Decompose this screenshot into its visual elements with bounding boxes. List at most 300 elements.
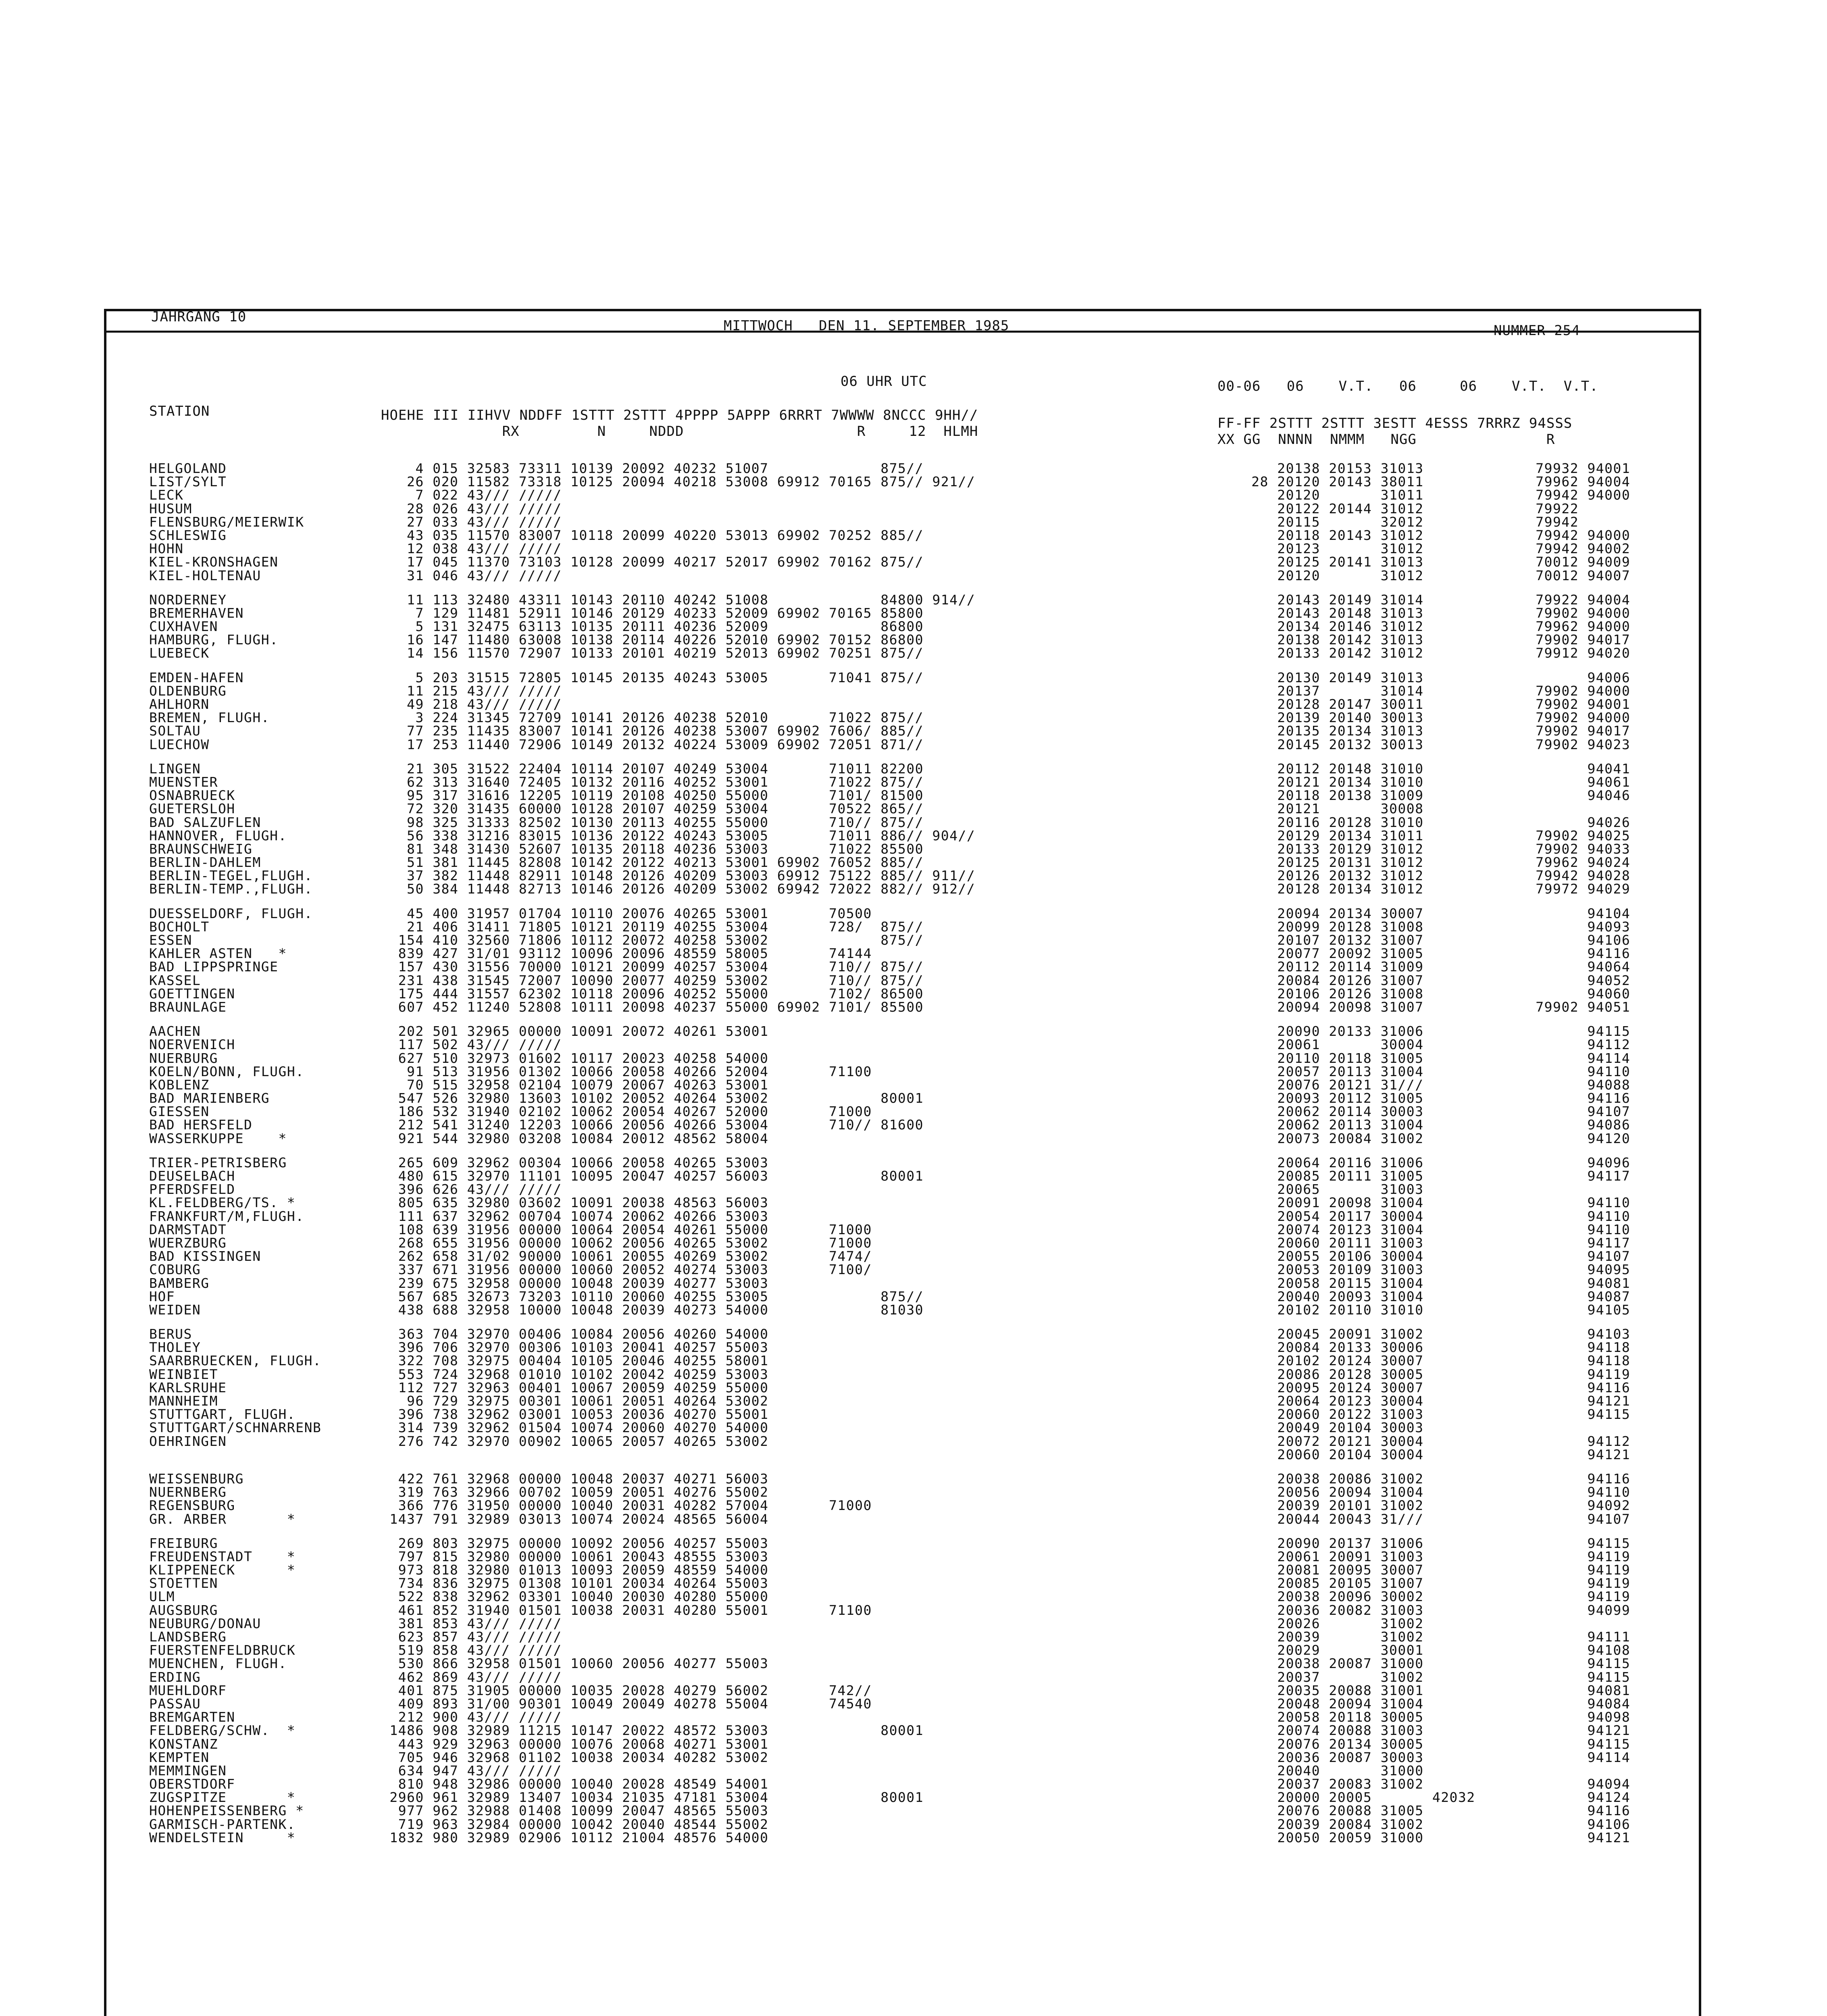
group-spacer (1226, 1145, 1701, 1156)
right-data-row: 20090 20133 31006 94115 (1226, 1023, 1631, 1039)
station-name: KEMPTEN (149, 1749, 210, 1765)
right-data-row: 20139 20140 30013 79902 94000 (1226, 710, 1631, 726)
right-data-row: 20040 31000 (1226, 1762, 1424, 1779)
main-data-row: 567 685 32673 73203 10110 20060 40255 53005 875// (381, 1288, 924, 1304)
station-name: MANNHEIM (149, 1393, 218, 1409)
main-data-row: 396 738 32962 03001 10053 20036 40270 55001 (381, 1406, 769, 1422)
main-data-row: 734 836 32975 01308 10101 20034 40264 55003 (381, 1575, 769, 1591)
station-column-header: STATION (149, 403, 210, 419)
station-name: STUTTGART/SCHNARRENB (149, 1420, 322, 1436)
right-data-row: 20039 20084 31002 94106 (1226, 1816, 1631, 1832)
group-spacer (381, 1526, 1199, 1537)
right-data-row: 20107 20132 31007 94106 (1226, 932, 1631, 948)
station-name: FELDBERG/SCHW. * (149, 1722, 296, 1739)
station-name: BREMERHAVEN (149, 605, 244, 621)
main-data-row: 2960 961 32989 13407 10034 21035 47181 53004 80001 (381, 1789, 924, 1806)
group-spacer (381, 1316, 1199, 1327)
right-data-row: 20077 20092 31005 94116 (1226, 946, 1631, 962)
group-spacer (149, 1014, 379, 1025)
main-data-row: 26 020 11582 73318 10125 20094 40218 53008 69912 70165 875// 921// (381, 474, 976, 490)
time-label: 06 UHR UTC (841, 373, 927, 389)
main-data-row: 212 541 31240 12203 10066 20056 40266 53004 710// 81600 (381, 1117, 924, 1133)
right-data-row: 20064 20123 30004 94121 (1226, 1393, 1631, 1409)
station-name: EMDEN-HAFEN (149, 669, 244, 685)
main-data-row: 98 325 31333 82502 10130 20113 40255 55000 710// 875// (381, 814, 924, 830)
station-name: OBERSTDORF (149, 1776, 235, 1792)
date-label: MITTWOCH DEN 11. SEPTEMBER 1985 (724, 318, 1009, 334)
station-name (149, 1448, 379, 1461)
right-data-row: 20057 20113 31004 94110 (1226, 1063, 1631, 1079)
station-name: KL.FELDBERG/TS. * (149, 1195, 296, 1211)
station-name: OLDENBURG (149, 683, 227, 699)
main-data-row: 154 410 32560 71806 10112 20072 40258 53002 875// (381, 932, 924, 948)
right-data-row: 20058 20115 31004 94081 (1226, 1275, 1631, 1291)
station-name: DARMSTADT (149, 1221, 227, 1237)
main-data-row: 797 815 32980 00000 10061 20043 48555 53003 (381, 1548, 769, 1564)
station-name: MUENSTER (149, 774, 218, 790)
main-data-row: 547 526 32980 13603 10102 20052 40264 53002 80001 (381, 1090, 924, 1106)
station-name: SOLTAU (149, 723, 201, 739)
main-data-row: 363 704 32970 00406 10084 20056 40260 54000 (381, 1326, 769, 1342)
right-data-row: 20036 20087 30003 94114 (1226, 1749, 1631, 1765)
main-data-row: 51 381 11445 82808 10142 20122 40213 53001 69902 76052 885// (381, 854, 924, 871)
main-data-row: 111 637 32962 00704 10074 20062 40266 53003 (381, 1208, 769, 1224)
station-name: BAD LIPPSPRINGE (149, 959, 279, 975)
right-data-row: 20060 20104 30004 94121 (1226, 1446, 1631, 1462)
station-name: BAD HERSFELD (149, 1117, 253, 1133)
right-data-row: 20049 20104 30003 (1226, 1420, 1424, 1436)
jahrgang-label: JAHRGANG 10 (151, 309, 247, 325)
main-data-row: 7 022 43/// ///// (381, 487, 562, 503)
station-name: PASSAU (149, 1695, 201, 1712)
right-data-row: 20055 20106 30004 94107 (1226, 1248, 1631, 1264)
main-data-row: 31 046 43/// ///// (381, 567, 562, 583)
station-name: HOHENPEISSENBERG * (149, 1803, 304, 1819)
right-data-row: 20060 20122 31003 94115 (1226, 1406, 1631, 1422)
main-data-row: 17 253 11440 72906 10149 20132 40224 53009 69902 72051 871// (381, 736, 924, 752)
station-name: ERDING (149, 1669, 201, 1685)
main-data-row: 95 317 31616 12205 10119 20108 40250 55000 7101/ 81500 (381, 787, 924, 804)
right-data-row: 20102 20110 31010 94105 (1226, 1302, 1631, 1318)
main-data-row: 262 658 31/02 90000 10061 20055 40269 53002 7474/ (381, 1248, 872, 1264)
station-name: FREUDENSTADT * (149, 1548, 296, 1564)
main-data-row: 91 513 31956 01302 10066 20058 40266 52004 71100 (381, 1063, 872, 1079)
main-data-row: 212 900 43/// ///// (381, 1709, 562, 1725)
right-data-row: 20053 20109 31003 94095 (1226, 1262, 1631, 1278)
station-name: ULM (149, 1589, 175, 1605)
main-data-row: 11 215 43/// ///// (381, 683, 562, 699)
station-name: BERUS (149, 1326, 192, 1342)
right-data-row: 20125 20141 31013 70012 94009 (1226, 554, 1631, 570)
station-name: BOCHOLT (149, 918, 210, 935)
station-name: NUERBURG (149, 1050, 218, 1066)
main-data-row: 623 857 43/// ///// (381, 1629, 562, 1645)
right-data-row: 20090 20137 31006 94115 (1226, 1535, 1631, 1551)
main-data-row: 186 532 31940 02102 10062 20054 40267 52000 71000 (381, 1104, 872, 1120)
right-data-row: 20128 20134 31012 79972 94029 (1226, 881, 1631, 897)
station-name: NORDERNEY (149, 591, 227, 608)
station-name: GUETERSLOH (149, 801, 235, 817)
main-data-row: 921 544 32980 03208 10084 20012 48562 58004 (381, 1130, 769, 1146)
right-data-row: 20116 20128 31010 94026 (1226, 814, 1631, 830)
right-data-row: 20085 20111 31005 94117 (1226, 1168, 1631, 1184)
main-data-row: 438 688 32958 10000 10048 20039 40273 54000 81030 (381, 1302, 924, 1318)
station-name: LANDSBERG (149, 1629, 227, 1645)
right-data-row: 20081 20095 30007 94119 (1226, 1562, 1631, 1578)
station-name: HOHN (149, 541, 184, 557)
station-name: ZUGSPITZE * (149, 1789, 296, 1806)
main-data-row: 5 203 31515 72805 10145 20135 40243 53005 71041 875// (381, 669, 924, 685)
station-name: WUERZBURG (149, 1235, 227, 1251)
group-spacer (381, 751, 1199, 762)
right-data-row: 20118 20138 31009 94046 (1226, 787, 1631, 804)
main-data-row: 366 776 31950 00000 10040 20031 40282 57004 71000 (381, 1497, 872, 1514)
main-data-row: 810 948 32986 00000 10040 20028 48549 54001 (381, 1776, 769, 1792)
right-data-row: 20037 20083 31002 94094 (1226, 1776, 1631, 1792)
station-name: REGENSBURG (149, 1497, 235, 1514)
right-data-row: 20076 20134 30005 94115 (1226, 1736, 1631, 1752)
right-data-row: 20044 20043 31/// 94107 (1226, 1511, 1631, 1527)
group-spacer (149, 896, 379, 907)
main-data-row: 231 438 31545 72007 10090 20077 40259 53002 710// 875// (381, 972, 924, 988)
group-spacer (149, 1526, 379, 1537)
main-data-row: 461 852 31940 01501 10038 20031 40280 55001 71100 (381, 1602, 872, 1618)
right-data-table (1226, 462, 1701, 1844)
right-data-row: 20026 31002 (1226, 1615, 1424, 1631)
station-name: SAARBRUECKEN, FLUGH. (149, 1353, 322, 1369)
right-data-row: 20048 20094 31004 94084 (1226, 1695, 1631, 1712)
main-data-row: 108 639 31956 00000 10064 20054 40261 55000 71000 (381, 1221, 872, 1237)
main-data-row: 4 015 32583 73311 10139 20092 40232 51007 875// (381, 460, 924, 476)
station-name: GARMISCH-PARTENK. (149, 1816, 296, 1832)
main-data-row: 634 947 43/// ///// (381, 1762, 562, 1779)
station-name: ESSEN (149, 932, 192, 948)
right-data-row: 20076 20121 31/// 94088 (1226, 1077, 1631, 1093)
station-name: FREIBURG (149, 1535, 218, 1551)
station-name: WEINBIET (149, 1366, 218, 1382)
right-data-row: 20058 20118 30005 94098 (1226, 1709, 1631, 1725)
station-name: CUXHAVEN (149, 619, 218, 635)
group-spacer (381, 660, 1199, 671)
station-list (149, 462, 379, 1844)
main-data-row: 530 866 32958 01501 10060 20056 40277 55003 (381, 1656, 769, 1672)
main-data-row: 14 156 11570 72907 10133 20101 40219 52013 69902 70251 875// (381, 645, 924, 661)
right-data-row: 20095 20124 30007 94116 (1226, 1379, 1631, 1395)
right-data-row: 20062 20113 31004 94086 (1226, 1117, 1631, 1133)
group-spacer (149, 660, 379, 671)
group-spacer (1226, 1014, 1701, 1025)
right-data-row: 20065 31003 (1226, 1181, 1424, 1198)
right-data-row: 20084 20126 31007 94052 (1226, 972, 1631, 988)
station-name: KIEL-KRONSHAGEN (149, 554, 279, 570)
main-data-row: 202 501 32965 00000 10091 20072 40261 53001 (381, 1023, 769, 1039)
main-data-row: 607 452 11240 52808 10111 20098 40237 55000 69902 7101/ 85500 (381, 999, 924, 1015)
right-data-row: 20106 20126 31008 94060 (1226, 985, 1631, 1002)
station-name: WEISSENBURG (149, 1470, 244, 1487)
station-name: BAD MARIENBERG (149, 1090, 270, 1106)
right-group-header: 00-06 06 V.T. 06 06 V.T. V.T. (1217, 378, 1598, 394)
main-data-row: 77 235 11435 83007 10141 20126 40238 53007 69902 7606/ 885// (381, 723, 924, 739)
right-column-header: FF-FF 2STTT 2STTT 3ESTT 4ESSS 7RRRZ 94SSS (1217, 415, 1573, 431)
right-data-row: 20039 31002 94111 (1226, 1629, 1631, 1645)
main-data-row: 7 129 11481 52911 10146 20129 40233 52009 69902 70165 85800 (381, 605, 924, 621)
right-data-row: 20120 31012 70012 94007 (1226, 567, 1631, 583)
right-data-row: 20130 20149 31013 94006 (1226, 669, 1631, 685)
main-column-subheader: RX N NDDD R 12 HLMH (381, 423, 978, 439)
station-name: BERLIN-TEGEL,FLUGH. (149, 868, 313, 884)
right-data-row: 20073 20084 31002 94120 (1226, 1130, 1631, 1146)
right-data-row: 20040 20093 31004 94087 (1226, 1288, 1631, 1304)
main-data-row: 72 320 31435 60000 10128 20107 40259 53004 70522 865// (381, 801, 924, 817)
right-data-row: 20143 20148 31013 79902 94000 (1226, 605, 1631, 621)
right-data-row: 20094 20098 31007 79902 94051 (1226, 999, 1631, 1015)
right-data-row: 20138 20142 31013 79902 94017 (1226, 632, 1631, 648)
station-name: LUECHOW (149, 736, 210, 752)
right-data-row: 20064 20116 31006 94096 (1226, 1154, 1631, 1170)
group-spacer (149, 1145, 379, 1156)
group-spacer (1226, 1461, 1701, 1472)
station-name: KIEL-HOLTENAU (149, 567, 261, 583)
station-name: PFERDSFELD (149, 1181, 235, 1198)
main-data-row: 265 609 32962 00304 10066 20058 40265 53003 (381, 1154, 769, 1170)
group-spacer (1226, 1316, 1701, 1327)
main-data-table (381, 462, 1199, 1844)
main-data-row: 27 033 43/// ///// (381, 514, 562, 530)
main-data-row: 462 869 43/// ///// (381, 1669, 562, 1685)
station-name: FRANKFURT/M,FLUGH. (149, 1208, 304, 1224)
main-data-row: 62 313 31640 72405 10132 20116 40252 53001 71022 875// (381, 774, 924, 790)
station-name: WEIDEN (149, 1302, 201, 1318)
main-data-row: 28 026 43/// ///// (381, 500, 562, 516)
group-spacer (1226, 660, 1701, 671)
station-name: KOBLENZ (149, 1077, 210, 1093)
station-name: HOF (149, 1288, 175, 1304)
right-data-row: 20035 20088 31001 94081 (1226, 1682, 1631, 1698)
main-data-row: 56 338 31216 83015 10136 20122 40243 53005 71011 886// 904// (381, 827, 976, 843)
right-data-row: 20112 20114 31009 94064 (1226, 959, 1631, 975)
main-data-row: 81 348 31430 52607 10135 20118 40236 53003 71022 85500 (381, 841, 924, 857)
group-spacer (149, 1316, 379, 1327)
right-data-row: 20050 20059 31000 94121 (1226, 1829, 1631, 1845)
station-name: BRAUNLAGE (149, 999, 227, 1015)
station-name: NUERNBERG (149, 1484, 227, 1500)
station-name: TRIER-PETRISBERG (149, 1154, 287, 1170)
right-data-row: 20121 30008 (1226, 801, 1424, 817)
right-data-row: 20133 20142 31012 79912 94020 (1226, 645, 1631, 661)
main-data-row: 973 818 32980 01013 10093 20059 48559 54000 (381, 1562, 769, 1578)
station-name: KARLSRUHE (149, 1379, 227, 1395)
main-data-row: 268 655 31956 00000 10062 20056 40265 53002 71000 (381, 1235, 872, 1251)
station-name: DEUSELBACH (149, 1168, 235, 1184)
main-data-row: 70 515 32958 02104 10079 20067 40263 53001 (381, 1077, 769, 1093)
main-data-row: 381 853 43/// ///// (381, 1615, 562, 1631)
right-data-row: 20123 31012 79942 94002 (1226, 541, 1631, 557)
main-data-row: 49 218 43/// ///// (381, 696, 562, 712)
station-name: KONSTANZ (149, 1736, 218, 1752)
main-data-row: 839 427 31/01 93112 10096 20096 48559 58005 74144 (381, 946, 872, 962)
main-data-row: 1832 980 32989 02906 10112 21004 48576 54000 (381, 1829, 769, 1845)
main-data-row: 3 224 31345 72709 10141 20126 40238 52010 71022 875// (381, 710, 924, 726)
right-data-row: 20036 20082 31003 94099 (1226, 1602, 1631, 1618)
station-name: STUTTGART, FLUGH. (149, 1406, 296, 1422)
right-data-row: 20072 20121 30004 94112 (1226, 1433, 1631, 1449)
group-spacer (381, 1014, 1199, 1025)
right-data-row: 20000 20005 42032 94124 (1226, 1789, 1631, 1806)
right-column-subheader: XX GG NNNN NMMM NGG R (1217, 431, 1555, 448)
group-spacer (1226, 1526, 1701, 1537)
main-data-row: 314 739 32962 01504 10074 20060 40270 54000 (381, 1420, 769, 1436)
group-spacer (1226, 751, 1701, 762)
station-name: NOERVENICH (149, 1037, 235, 1053)
group-spacer (381, 582, 1199, 593)
station-name: OSNABRUECK (149, 787, 235, 804)
station-name: LIST/SYLT (149, 474, 227, 490)
right-data-row: 20133 20129 31012 79902 94033 (1226, 841, 1631, 857)
main-data-row: 112 727 32963 00401 10067 20059 40259 55000 (381, 1379, 769, 1395)
main-data-row: 522 838 32962 03301 10040 20030 40280 55000 (381, 1589, 769, 1605)
station-name: HAMBURG, FLUGH. (149, 632, 279, 648)
group-spacer (149, 751, 379, 762)
station-name: THOLEY (149, 1339, 201, 1356)
right-data-row: 20074 20088 31003 94121 (1226, 1722, 1631, 1739)
right-data-row: 20074 20123 31004 94110 (1226, 1221, 1631, 1237)
station-name: LINGEN (149, 760, 201, 777)
station-name: FLENSBURG/MEIERWIK (149, 514, 304, 530)
station-name: OEHRINGEN (149, 1433, 227, 1449)
main-data-row: 443 929 32963 00000 10076 20068 40271 53001 (381, 1736, 769, 1752)
main-data-row: 276 742 32970 00902 10065 20057 40265 53002 (381, 1433, 769, 1449)
main-data-row: 396 626 43/// ///// (381, 1181, 562, 1198)
right-data-row: 20121 20134 31010 94061 (1226, 774, 1631, 790)
right-data-row: 20084 20133 30006 94118 (1226, 1339, 1631, 1356)
main-data-row: 269 803 32975 00000 10092 20056 40257 55003 (381, 1535, 769, 1551)
right-data-row: 20061 30004 94112 (1226, 1037, 1631, 1053)
main-data-row: 96 729 32975 00301 10061 20051 40264 53002 (381, 1393, 769, 1409)
main-data-row: 396 706 32970 00306 10103 20041 40257 55003 (381, 1339, 769, 1356)
station-name: BREMEN, FLUGH. (149, 710, 270, 726)
right-data-row: 20038 20087 31000 94115 (1226, 1656, 1631, 1672)
right-data-row: 20038 20086 31002 94116 (1226, 1470, 1631, 1487)
station-name: COBURG (149, 1262, 201, 1278)
main-data-row: 21 406 31411 71805 10121 20119 40255 53004 728/ 875// (381, 918, 924, 935)
main-data-row: 5 131 32475 63113 10135 20111 40236 52009 86800 (381, 619, 924, 635)
station-name: HELGOLAND (149, 460, 227, 476)
main-data-row: 16 147 11480 63008 10138 20114 40226 52010 69902 70152 86800 (381, 632, 924, 648)
group-spacer (1226, 582, 1701, 593)
group-spacer (1226, 896, 1701, 907)
right-data-row: 20029 30001 94108 (1226, 1642, 1631, 1658)
station-name: DUESSELDORF, FLUGH. (149, 905, 313, 921)
main-data-row: 117 502 43/// ///// (381, 1037, 562, 1053)
right-data-row: 20099 20128 31008 94093 (1226, 918, 1631, 935)
station-name: BERLIN-DAHLEM (149, 854, 261, 871)
right-data-row: 20115 32012 79942 (1226, 514, 1579, 530)
main-data-row: 805 635 32980 03602 10091 20038 48563 56003 (381, 1195, 769, 1211)
right-data-row: 20102 20124 30007 94118 (1226, 1353, 1631, 1369)
station-name: LUEBECK (149, 645, 210, 661)
right-data-row: 20076 20088 31005 94116 (1226, 1803, 1631, 1819)
main-data-row: 719 963 32984 00000 10042 20040 48544 55002 (381, 1816, 769, 1832)
station-name: MEMMINGEN (149, 1762, 227, 1779)
group-spacer (149, 582, 379, 593)
group-spacer (381, 1461, 1199, 1472)
group-spacer (381, 896, 1199, 907)
station-name: HANNOVER, FLUGH. (149, 827, 287, 843)
right-data-row: 20093 20112 31005 94116 (1226, 1090, 1631, 1106)
station-name: AHLHORN (149, 696, 210, 712)
station-name: MUEHLDORF (149, 1682, 227, 1698)
main-data-row: 553 724 32968 01010 10102 20042 40259 53003 (381, 1366, 769, 1382)
main-data-row: 17 045 11370 73103 10128 20099 40217 52017 69902 70162 875// (381, 554, 924, 570)
right-data-row: 20045 20091 31002 94103 (1226, 1326, 1631, 1342)
station-name: LECK (149, 487, 184, 503)
right-data-row: 20128 20147 30011 79902 94001 (1226, 696, 1631, 712)
station-name: BAD SALZUFLEN (149, 814, 261, 830)
main-data-row: 337 671 31956 00000 10060 20052 40274 53003 7100/ (381, 1262, 872, 1278)
right-data-row: 20112 20148 31010 94041 (1226, 760, 1631, 777)
main-data-row: 422 761 32968 00000 10048 20037 40271 56003 (381, 1470, 769, 1487)
main-column-header: HOEHE III IIHVV NDDFF 1STTT 2STTT 4PPPP 5APPP 6RRRT 7WWWW 8NCCC 9HH// (381, 407, 978, 423)
main-data-row: 12 038 43/// ///// (381, 541, 562, 557)
main-data-row: 175 444 31557 62302 10118 20096 40252 55000 7102/ 86500 (381, 985, 924, 1002)
right-data-row: 20091 20098 31004 94110 (1226, 1195, 1631, 1211)
main-data-row: 705 946 32968 01102 10038 20034 40282 53002 (381, 1749, 769, 1765)
right-data-row: 20094 20134 30007 94104 (1226, 905, 1631, 921)
right-data-row: 20056 20094 31004 94110 (1226, 1484, 1631, 1500)
main-data-row: 37 382 11448 82911 10148 20126 40209 53003 69912 75122 885// 911// (381, 868, 976, 884)
main-data-row: 43 035 11570 83007 10118 20099 40220 53013 69902 70252 885// (381, 527, 924, 543)
station-name: AACHEN (149, 1023, 201, 1039)
station-name: MUENCHEN, FLUGH. (149, 1656, 287, 1672)
main-data-row: 627 510 32973 01602 10117 20023 40258 54000 (381, 1050, 769, 1066)
right-data-row: 20138 20153 31013 79932 94001 (1226, 460, 1631, 476)
right-data-row: 20143 20149 31014 79922 94004 (1226, 591, 1631, 608)
station-name: WASSERKUPPE * (149, 1130, 287, 1146)
right-data-row: 20135 20134 31013 79902 94017 (1226, 723, 1631, 739)
right-data-row: 20129 20134 31011 79902 94025 (1226, 827, 1631, 843)
station-name: GOETTINGEN (149, 985, 235, 1002)
main-data-row: 319 763 32966 00702 10059 20051 40276 55002 (381, 1484, 769, 1500)
right-data-row: 20037 31002 94115 (1226, 1669, 1631, 1685)
station-name: NEUBURG/DONAU (149, 1615, 261, 1631)
main-data-row (381, 1448, 1199, 1461)
right-data-row: 20061 20091 31003 94119 (1226, 1548, 1631, 1564)
station-name: FUERSTENFELDBRUCK (149, 1642, 296, 1658)
right-data-row: 20120 31011 79942 94000 (1226, 487, 1631, 503)
right-data-row: 20126 20132 31012 79942 94028 (1226, 868, 1631, 884)
main-data-row: 322 708 32975 00404 10105 20046 40255 58001 (381, 1353, 769, 1369)
right-data-row: 20145 20132 30013 79902 94023 (1226, 736, 1631, 752)
station-name: STOETTEN (149, 1575, 218, 1591)
main-data-row: 11 113 32480 43311 10143 20110 40242 51008 84800 914// (381, 591, 976, 608)
main-data-row: 21 305 31522 22404 10114 20107 40249 53004 71011 82200 (381, 760, 924, 777)
right-data-row: 20122 20144 31012 79922 (1226, 500, 1579, 516)
main-data-row: 401 875 31905 00000 10035 20028 40279 56002 742// (381, 1682, 872, 1698)
main-data-row: 480 615 32970 11101 10095 20047 40257 56003 80001 (381, 1168, 924, 1184)
main-data-row: 157 430 31556 70000 10121 20099 40257 53004 710// 875// (381, 959, 924, 975)
station-name: KASSEL (149, 972, 201, 988)
station-name: BREMGARTEN (149, 1709, 235, 1725)
right-data-row: 20134 20146 31012 79962 94000 (1226, 619, 1631, 635)
group-spacer (149, 1461, 379, 1472)
station-name: BERLIN-TEMP.,FLUGH. (149, 881, 313, 897)
main-data-row: 1486 908 32989 11215 10147 20022 48572 53003 80001 (381, 1722, 924, 1739)
main-data-row: 519 858 43/// ///// (381, 1642, 562, 1658)
station-name: WENDELSTEIN * (149, 1829, 296, 1845)
main-data-row: 50 384 11448 82713 10146 20126 40209 53002 69942 72022 882// 912// (381, 881, 976, 897)
station-name: HUSUM (149, 500, 192, 516)
main-data-row: 239 675 32958 00000 10048 20039 40277 53003 (381, 1275, 769, 1291)
